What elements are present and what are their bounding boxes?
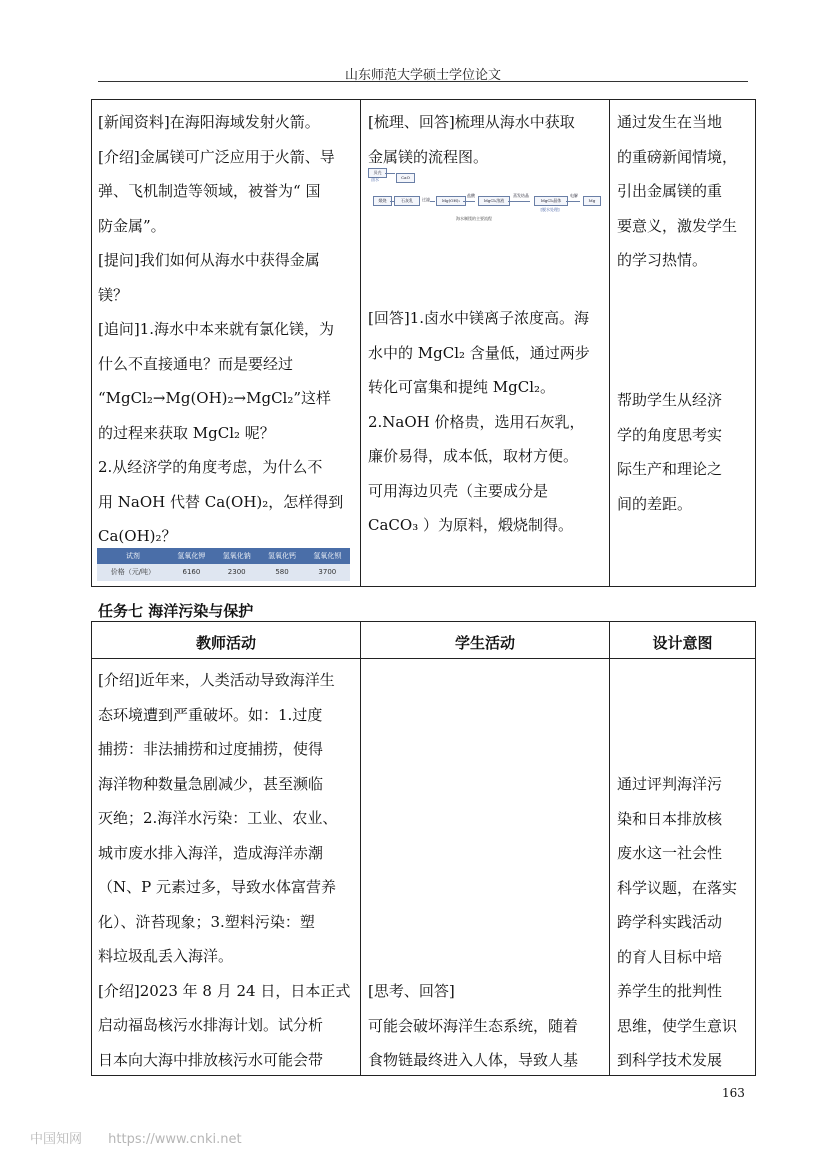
magnesium-flowchart — [368, 168, 604, 226]
design-intent-cell — [617, 105, 737, 278]
text-line: 的过程来获取 MgCl₂ 呢？ — [98, 423, 275, 442]
watermark-brand: 中国知网 — [30, 1132, 83, 1147]
text-line: 2.NaOH 价格贵，选用石灰乳， — [368, 412, 585, 431]
text-line: 城市废水排入海洋，造成海洋赤潮 — [98, 843, 324, 862]
text-line: 捕捞：非法捕捞和过度捕捞，使得 — [98, 740, 324, 758]
text-line: [思考、回答] — [368, 982, 455, 1000]
text-line: [追问]1.海水中本来就有氯化镁，为 — [98, 320, 335, 338]
text-line: 启动福岛核污水排海计划。试分析 — [98, 1016, 324, 1034]
price-table-row — [97, 564, 350, 581]
text-line: 科学议题，在落实 — [617, 878, 738, 897]
price-table-cell: 3700 — [305, 564, 350, 581]
header-rule — [98, 81, 748, 82]
text-line: 料垃圾乱丢入海洋。 — [98, 947, 234, 965]
text-line: 引出金属镁的重 — [617, 182, 723, 200]
text-line: 食物链最终进入人体，导致人基 — [368, 1051, 579, 1069]
text-line: 什么不直接通电？而是要经过 — [98, 354, 294, 373]
text-line: 染和日本排放核 — [617, 809, 723, 828]
flow-arrow — [463, 201, 475, 202]
text-line: 养学生的批判性 — [617, 982, 723, 1000]
flow-node: MgCl₂溶液 — [478, 196, 510, 206]
student-activity-cell — [368, 974, 578, 1078]
table-border-top — [91, 99, 756, 100]
text-line: 要意义，激发学生 — [617, 216, 738, 235]
text-line: 际生产和理论之 — [617, 460, 723, 478]
task-title: 任务七 海洋污染与保护 — [98, 602, 254, 620]
flow-node: 电解 — [570, 193, 578, 198]
cnki-watermark — [30, 1128, 242, 1147]
flow-arrow — [390, 201, 394, 202]
text-line: 通过评判海洋污 — [617, 775, 723, 793]
table-border-right — [755, 621, 756, 1075]
price-table-cell: 6160 — [169, 564, 214, 581]
watermark-url[interactable]: https://www.cnki.net — [108, 1132, 242, 1147]
text-line: 转化可富集和提纯 MgCl₂。 — [368, 378, 556, 396]
flow-arrow — [508, 201, 530, 202]
price-table-header: 氢氧化钠 — [214, 548, 259, 564]
text-line: [回答]1.卤水中镁离子浓度高。海 — [368, 309, 590, 327]
text-line: [介绍]近年来，人类活动导致海洋生 — [98, 671, 335, 689]
flow-node: Mg(OH)₂ — [436, 196, 466, 206]
text-line: 的学习热情。 — [617, 251, 708, 269]
text-line: CaCO₃ ）为原料，煅烧制得。 — [368, 516, 573, 534]
table-border-right — [755, 99, 756, 586]
text-line: （N、P 元素过多，导致水体富营养 — [98, 878, 336, 896]
flow-arrow — [430, 201, 435, 202]
text-line: 水中的 MgCl₂ 含量低，通过两步 — [368, 343, 590, 362]
flow-node: 卤水 — [371, 177, 379, 182]
price-table-header-row — [97, 548, 350, 564]
text-line: 防金属”。 — [98, 216, 166, 235]
text-line: 废水这一社会性 — [617, 844, 723, 862]
flow-node: 蒸发结晶 — [513, 193, 529, 198]
table-border-left — [91, 99, 92, 586]
column-header-teacher: 教师活动 — [195, 634, 256, 652]
flow-node: 盐酸 — [467, 193, 475, 198]
price-table-header: 氢氧化钙 — [259, 548, 304, 564]
text-line: 的重磅新闻情境， — [617, 147, 738, 166]
flow-arrow — [566, 201, 580, 202]
design-intent-cell — [617, 767, 737, 1078]
price-table-cell: 580 — [259, 564, 304, 581]
text-line: [梳理、回答]梳理从海水中获取 — [368, 113, 575, 131]
text-line: 化）、浒苔现象；3.塑料污染：塑 — [98, 912, 315, 931]
student-answer-cell — [368, 301, 590, 543]
text-line: 学的角度思考实 — [617, 425, 723, 444]
flow-node: Mg — [583, 196, 601, 206]
text-line: 金属镁的流程图。 — [368, 147, 489, 166]
table-border-bottom — [91, 586, 756, 587]
column-divider — [609, 621, 610, 1075]
flow-node: CaO — [396, 173, 415, 183]
teacher-activity-cell — [98, 663, 350, 1077]
text-line: 弹、飞机制造等领域，被誉为“ 国 — [98, 182, 321, 200]
flow-node: MgCl₂晶体 — [534, 196, 568, 206]
teacher-activity-cell — [98, 105, 343, 554]
flowchart-caption: 海水制镁的主要流程 — [456, 216, 492, 221]
text-line: 间的差距。 — [617, 494, 693, 513]
text-line: 可用海边贝壳（主要成分是 — [368, 481, 549, 500]
page-number: 163 — [722, 1086, 745, 1100]
text-line: Ca(OH)₂？ — [98, 527, 177, 545]
column-divider — [360, 621, 361, 1075]
design-intent-cell — [617, 383, 722, 521]
text-line: 灭绝；2.海洋水污染：工业、农业、 — [98, 809, 338, 827]
text-line: 帮助学生从经济 — [617, 391, 723, 409]
header-row-divider — [91, 658, 756, 659]
text-line: “MgCl₂→Mg(OH)₂→MgCl₂”这样 — [98, 389, 332, 407]
text-line: [介绍]2023 年 8 月 24 日，日本正式 — [98, 981, 351, 1000]
text-line: 的育人目标中培 — [617, 947, 723, 966]
flow-node: [脱水处理] — [540, 207, 560, 212]
text-line: 通过发生在当地 — [617, 113, 723, 131]
text-line: 态环境遭到严重破坏。如：1.过度 — [98, 705, 323, 724]
text-line: 日本向大海中排放核污水可能会带 — [98, 1050, 324, 1069]
price-table-header: 氢氧化钾 — [169, 548, 214, 564]
column-divider — [609, 99, 610, 586]
text-line: 2.从经济学的角度考虑，为什么不 — [98, 458, 323, 476]
price-table — [97, 548, 350, 581]
text-line: 跨学科实践活动 — [617, 913, 723, 931]
price-table-cell: 2300 — [214, 564, 259, 581]
text-line: 思维，使学生意识 — [617, 1016, 738, 1035]
table-border-left — [91, 621, 92, 1075]
price-table-header: 氢氧化钡 — [305, 548, 350, 564]
text-line: [提问]我们如何从海水中获得金属 — [98, 251, 320, 269]
student-activity-cell — [368, 105, 575, 174]
text-line: 海洋物种数量急剧减少，甚至濒临 — [98, 774, 324, 793]
flow-node: 贝壳 — [368, 168, 387, 178]
price-table-header: 试剂 — [97, 548, 169, 564]
running-header: 山东师范大学硕士学位论文 — [344, 68, 501, 83]
text-line: 廉价易得，成本低，取材方便。 — [368, 447, 579, 465]
column-header-student: 学生活动 — [454, 634, 515, 652]
text-line: 用 NaOH 代替 Ca(OH)₂，怎样得到 — [98, 492, 344, 511]
text-line: 可能会破坏海洋生态系统，随着 — [368, 1016, 579, 1035]
column-divider — [360, 99, 361, 586]
flow-node: 过滤 — [422, 197, 430, 202]
text-line: [介绍]金属镁可广泛应用于火箭、导 — [98, 147, 335, 166]
flow-arrow — [385, 173, 395, 174]
text-line: 到科学技术发展 — [617, 1051, 723, 1069]
table-border-top — [91, 621, 756, 622]
column-header-intent: 设计意图 — [652, 634, 713, 652]
text-line: [新闻资料]在海阳海域发射火箭。 — [98, 113, 320, 131]
flow-node: 煅烧 — [373, 196, 392, 206]
text-line: 镁？ — [98, 285, 129, 304]
flow-node: 石灰乳 — [394, 196, 420, 206]
price-table-row-label: 价格（元/吨） — [97, 564, 169, 581]
